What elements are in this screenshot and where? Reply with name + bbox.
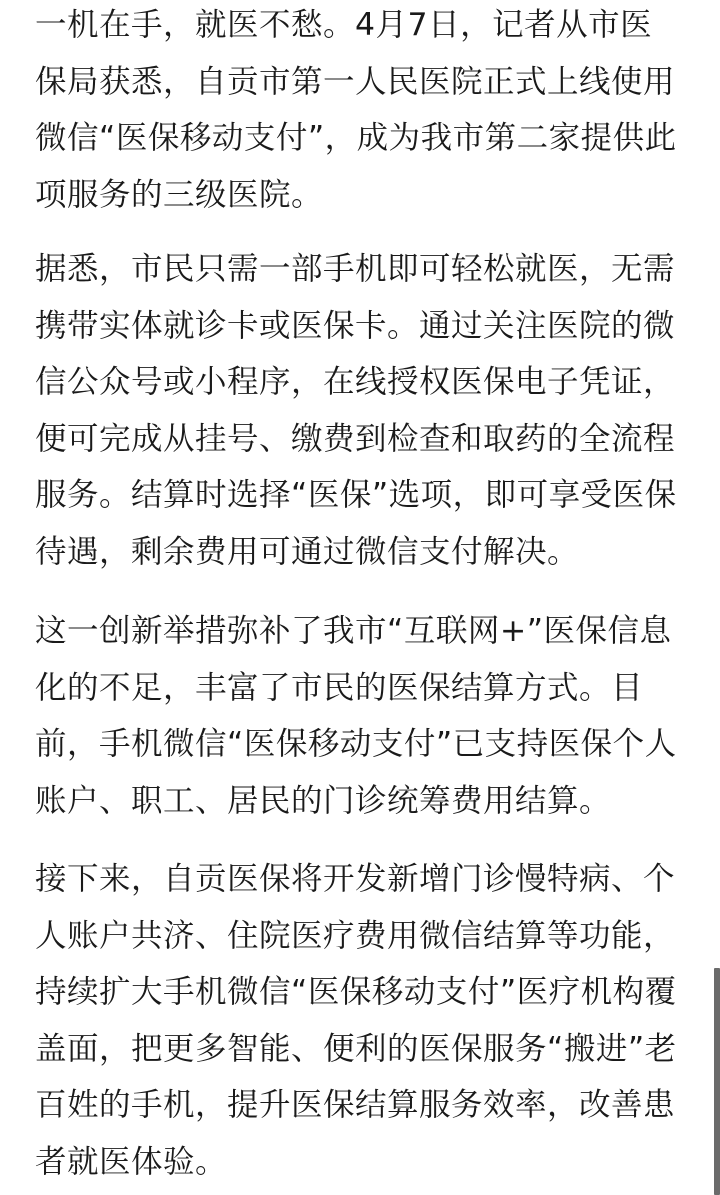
paragraph-2	[35, 241, 677, 580]
text-line: 据悉，市民只需一部手机即可轻松就医，无需	[35, 251, 676, 287]
text-line: 化的不足，丰富了市民的医保结算方式。目	[35, 669, 644, 706]
text-line: 盖面，把更多智能、便利的医保服务“搬进”老	[35, 1030, 677, 1067]
text-line: 账户、职工、居民的门诊统筹费用结算。	[35, 782, 612, 819]
paragraph-4	[35, 851, 677, 1190]
text-line: 保局获悉，自贡市第一人民医院正式上线使用	[35, 63, 676, 100]
text-line: 微信“医保移动支付”，成为我市第二家提供此	[35, 120, 677, 156]
text-line: 携带实体就诊卡或医保卡。通过关注医院的微	[35, 307, 676, 344]
text-line: 接下来，自贡医保将开发新增门诊慢特病、个	[35, 861, 676, 897]
text-line: 者就医体验。	[35, 1143, 228, 1180]
text-line: 一机在手，就医不愁。4月7日，记者从市医	[35, 7, 653, 43]
text-line: 这一创新举措弥补了我市“互联网+”医保信息	[35, 613, 672, 649]
text-line: 服务。结算时选择“医保”选项，即可享受医保	[35, 477, 677, 513]
text-line: 人账户共济、住院医疗费用微信结算等功能，	[35, 917, 676, 954]
text-line: 持续扩大手机微信“医保移动支付”医疗机构覆	[35, 974, 677, 1010]
scrollbar-thumb[interactable]	[714, 968, 720, 1195]
paragraph-1	[35, 0, 677, 223]
text-line: 项服务的三级医院。	[35, 176, 324, 213]
text-line: 前，手机微信“医保移动支付”已支持医保个人	[35, 726, 677, 762]
text-line: 百姓的手机，提升医保结算服务效率，改善患	[35, 1087, 676, 1123]
text-line: 便可完成从挂号、缴费到检查和取药的全流程	[35, 420, 676, 457]
text-line: 待遇，剩余费用可通过微信支付解决。	[35, 533, 580, 570]
text-line: 信公众号或小程序，在线授权医保电子凭证，	[35, 364, 676, 400]
paragraph-3	[35, 603, 677, 829]
